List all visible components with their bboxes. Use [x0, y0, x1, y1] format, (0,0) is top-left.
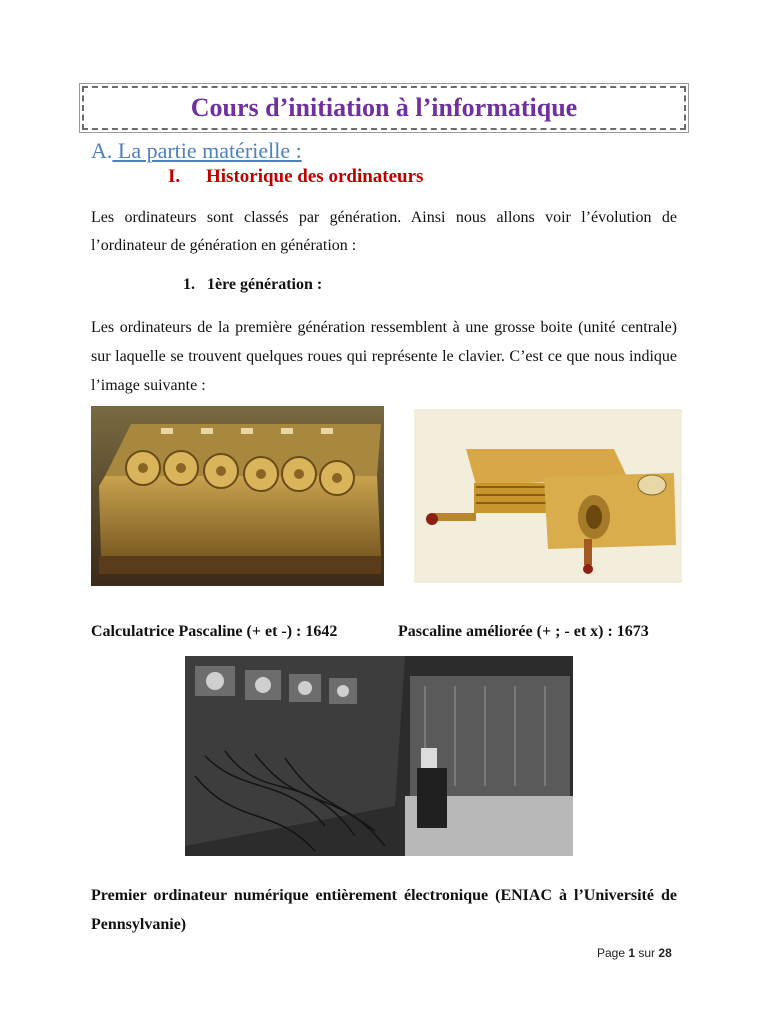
section-i-heading	[168, 166, 423, 188]
footer-prefix: Page	[597, 946, 629, 960]
section-i-label: Historique des ordinateurs	[206, 166, 424, 187]
title-box	[82, 86, 686, 130]
footer-middle: sur	[635, 946, 659, 960]
improved-pascaline-caption: Pascaline améliorée (+ ; - et x) : 1673	[398, 623, 649, 640]
section-i-number: I.	[168, 166, 181, 187]
improved-pascaline-photo	[414, 409, 682, 583]
pascaline-photo	[91, 406, 384, 586]
page-footer	[597, 946, 672, 960]
pascaline-illustration	[91, 406, 384, 586]
improved-pascaline-illustration	[414, 409, 682, 583]
section-a-label: La partie matérielle :	[112, 138, 302, 163]
generation-1-number: 1.	[183, 276, 195, 293]
intro-paragraph: Les ordinateurs sont classés par génération. Ainsi nous allons voir l’évolution de l’ordinateur de génération en génération :	[91, 209, 677, 254]
eniac-illustration	[185, 656, 573, 856]
footer-page-number: 1	[628, 946, 636, 960]
section-a-heading	[91, 138, 302, 164]
generation-1-paragraph: Les ordinateurs de la première génération ressemblent à une grosse boite (unité centrale) sur laquelle se trouvent quelques roues qui représente le clavier. C’est ce que nous indique l’image suivante :	[91, 319, 677, 394]
footer-total-pages: 28	[658, 946, 672, 960]
document-title: Cours d’initiation à l’informatique	[190, 93, 578, 122]
pascaline-caption: Calculatrice Pascaline (+ et -) : 1642	[91, 623, 338, 640]
eniac-photo	[185, 656, 573, 856]
generation-1-label: 1ère génération :	[207, 276, 323, 293]
generation-1-heading	[183, 276, 322, 294]
section-a-letter: A.	[91, 138, 113, 163]
eniac-caption: Premier ordinateur numérique entièrement électronique (ENIAC à l’Université de Pennsylvanie)	[91, 887, 677, 933]
